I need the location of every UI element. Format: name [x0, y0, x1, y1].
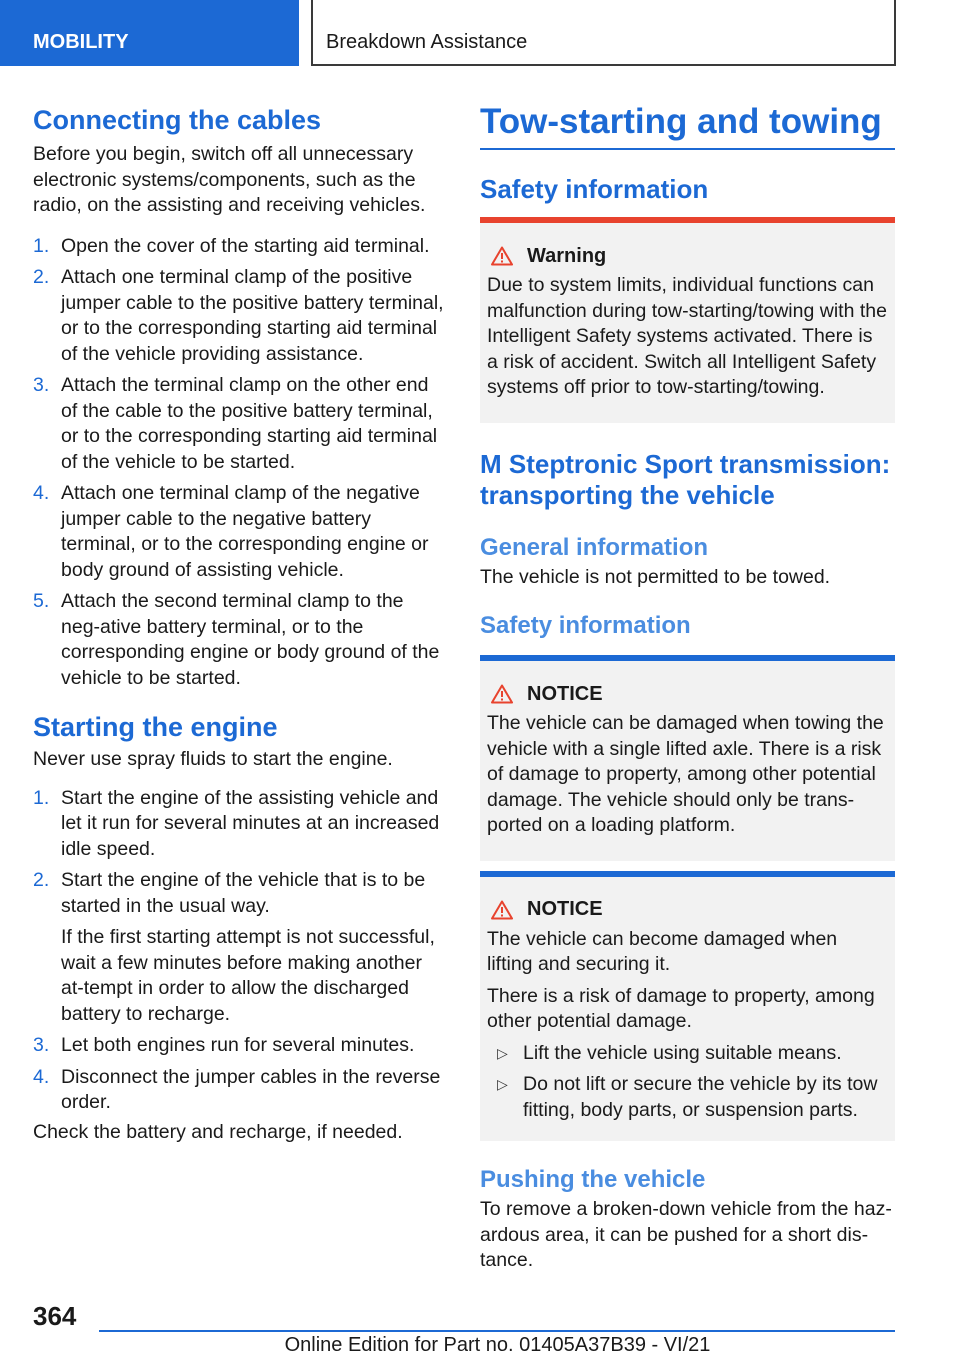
notice-text-2: There is a risk of damage to property, among other potential damage.: [487, 984, 875, 1032]
heading-connecting-cables: Connecting the cables: [33, 105, 322, 135]
notice-text-1: The vehicle can become damaged when lifting and securing it.: [487, 927, 838, 975]
list-item: 1. Open the cover of the starting aid terminal.: [33, 234, 430, 257]
notice-bullets: [487, 1041, 887, 1124]
heading-general-information: General information: [480, 533, 709, 561]
list-item: 3. Let both engines run for several minutes.: [33, 1034, 415, 1056]
footer-rule: [99, 1330, 895, 1332]
heading-starting-engine: Starting the engine: [33, 712, 278, 742]
list-item: 4. Attach one terminal clamp of the negative jumper cable to the negative battery terminal, or to the corresponding engine or body ground of assisting vehicle.: [33, 482, 429, 581]
general-text: The vehicle is not permitted to be towed.: [480, 565, 831, 588]
notice-box-1: [480, 655, 895, 861]
heading-msport-transmission: M Steptronic Sport transmission: transporting the vehicle: [480, 448, 891, 510]
page-header: [0, 0, 960, 66]
list-item: 4. Disconnect the jumper cables in the reverse order.: [33, 1065, 441, 1113]
warning-text: Due to system limits, individual functions can malfunction during tow-starting/towing with the Intelligent Safety systems activated. There is a risk of accident. Switch all Intelligent Safety systems off prior to tow-starting/towing.: [487, 274, 887, 398]
list-item: 1. Start the engine of the assisting vehicle and let it run for several minutes at an increased idle speed.: [33, 786, 440, 860]
warning-box: [480, 217, 895, 423]
warning-triangle-icon: [491, 246, 513, 266]
warning-header: [487, 243, 887, 269]
left-column: [33, 100, 447, 1145]
chapter-title: Breakdown Assistance: [311, 0, 896, 66]
connecting-steps: [33, 234, 447, 692]
list-item: 3. Attach the terminal clamp on the other end of the cable to the positive battery terminal, or to the corresponding starting aid terminal of the vehicle to be started.: [33, 374, 438, 473]
warning-label: Warning: [527, 244, 607, 267]
warning-triangle-icon: [491, 684, 513, 704]
list-item: ▷ Lift the vehicle using suitable means.: [487, 1041, 887, 1067]
heading-tow-starting: Tow-starting and towing: [480, 102, 882, 141]
notice-box-2: [480, 871, 895, 1142]
list-item: 5. Attach the second terminal clamp to the neg‐ative battery terminal, or to the corresponding engine or body ground of the vehicle to be started.: [33, 590, 440, 689]
right-column: [480, 100, 895, 1274]
list-item: 2. Attach one terminal clamp of the positive jumper cable to the positive battery terminal, or to the corresponding starting aid terminal of the vehicle providing assistance.: [33, 266, 444, 365]
triangle-right-icon: ▷: [497, 1076, 508, 1092]
notice-header: [487, 681, 887, 707]
starting-outro: Check the battery and recharge, if needed.: [33, 1120, 403, 1143]
warning-triangle-icon: [491, 900, 513, 920]
page-number: 364: [33, 1301, 77, 1331]
section-tab: MOBILITY: [0, 0, 299, 66]
pushing-text: To remove a broken-down vehicle from the haz‐ardous area, it can be pushed for a short dis‐tance.: [480, 1198, 892, 1271]
notice-header: [487, 897, 887, 923]
connecting-intro: Before you begin, switch off all unnecessary electronic systems/components, such as the radio, on the assisting and receiving vehicles.: [33, 143, 426, 216]
notice-text: The vehicle can be damaged when towing the vehicle with a single lifted axle. There is a risk of damage to property, among other potential damage. The vehicle should only be trans‐ported on a loading platform.: [487, 712, 884, 836]
heading-pushing-vehicle: Pushing the vehicle: [480, 1166, 706, 1193]
notice-label: NOTICE: [527, 898, 603, 920]
triangle-right-icon: ▷: [497, 1044, 508, 1061]
starting-intro: Never use spray fluids to start the engine.: [33, 748, 393, 770]
list-item: 2. Start the engine of the vehicle that is to be started in the usual way. If the first starting attempt is not successful, wait a few minutes before making another at‐tempt in order to allow the discharged battery to recharge.: [33, 869, 435, 1025]
list-item: ▷ Do not lift or secure the vehicle by its tow fitting, body parts, or suspension parts.: [497, 1073, 878, 1121]
footer-edition: Online Edition for Part no. 01405A37B39 - VI/21: [284, 1334, 711, 1356]
heading-safety-information: Safety information: [480, 174, 709, 204]
heading-safety-information-2: Safety information: [480, 612, 691, 639]
notice-label: NOTICE: [527, 682, 603, 705]
starting-steps: [33, 786, 447, 1116]
title-rule: [480, 102, 895, 150]
